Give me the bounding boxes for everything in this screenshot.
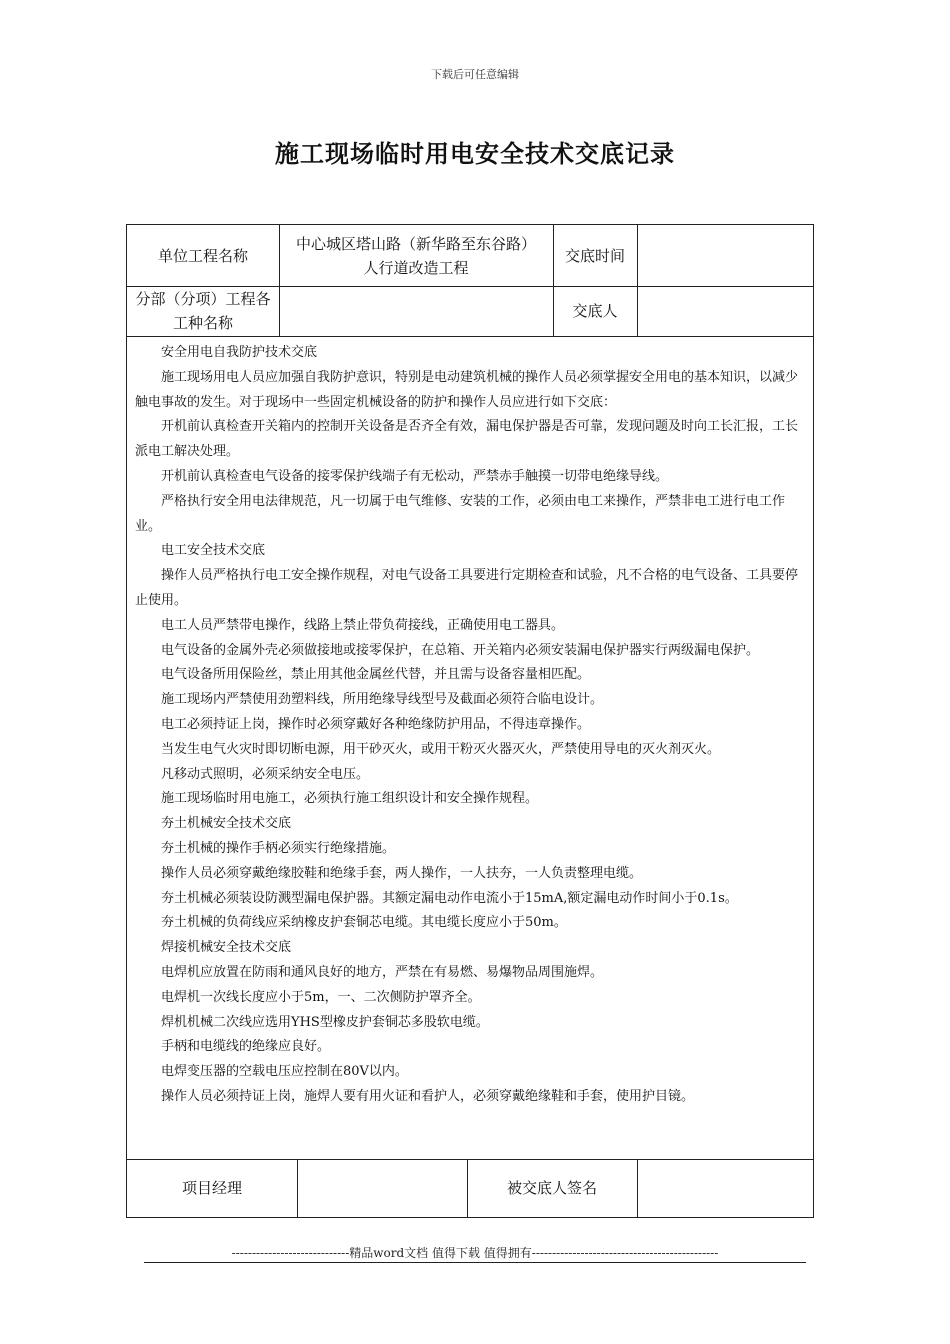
- disclosure-table: [126, 224, 814, 1218]
- disclosure-time-value: [637, 225, 813, 286]
- footer-rule: [144, 1262, 806, 1263]
- content-line: 施工现场用电人员应加强自我防护意识，特别是电动建筑机械的操作人员必须掌握安全用电的基本知识，以减少触电事故的发生。对于现场中一些固定机械设备的防护和操作人员应进行如下交底：: [135, 369, 799, 410]
- content-line: 电工安全技术交底: [161, 543, 266, 559]
- recipient-signature-label: 被交底人签名: [506, 1179, 597, 1197]
- content-line: 操作人员必须穿戴绝缘胶鞋和绝缘手套，两人操作，一人扶夯，一人负责整理电缆。: [161, 865, 643, 881]
- project-manager-label: 项目经理: [181, 1179, 242, 1197]
- column-divider: [637, 225, 638, 336]
- content-line: 电气设备所用保险丝，禁止用其他金属丝代替，并且需与设备容量相匹配。: [161, 667, 591, 683]
- project-manager-value: [297, 1159, 467, 1217]
- row-divider: [127, 336, 813, 337]
- sub-project-value: [279, 286, 553, 336]
- content-line: 夯土机械必须装设防溅型漏电保护器。其额定漏电动作电流小于15mA,额定漏电动作时间小于0.1s。: [161, 890, 738, 906]
- content-line: 操作人员必须持证上岗，施焊人要有用火证和看护人，必须穿戴绝缘鞋和手套，使用护目镜。: [161, 1088, 695, 1104]
- content-line: 当发生电气火灾时即切断电源，用干砂灭火，或用干粉灭火器灭火，严禁使用导电的灭火剂灭火。: [161, 741, 721, 757]
- content-line: 电焊机应放置在防雨和通风良好的地方，严禁在有易燃、易爆物品周围施焊。: [161, 964, 604, 980]
- page-title: 施工现场临时用电安全技术交底记录: [275, 139, 675, 168]
- header-note: 下载后可任意编辑: [431, 68, 519, 81]
- content-line: 施工现场内严禁使用劲塑料线，所用绝缘导线型号及截面必须符合临电设计。: [161, 692, 604, 708]
- content-line: 操作人员严格执行电工安全操作规程，对电气设备工具要进行定期检查和试验，凡不合格的电气设备、工具要停止使用。: [135, 568, 799, 608]
- content-line: 凡移动式照明，必须采纳安全电压。: [161, 766, 370, 782]
- content-line: 焊接机械安全技术交底: [161, 940, 292, 956]
- column-divider: [279, 225, 280, 336]
- column-divider: [553, 225, 554, 336]
- discloser-value: [637, 286, 813, 336]
- content-line: 开机前认真检查电气设备的接零保护线端子有无松动，严禁赤手触摸一切带电绝缘导线。: [161, 468, 669, 484]
- content-line: 电焊变压器的空载电压应控制在80V以内。: [161, 1064, 408, 1080]
- content-line: 开机前认真检查开关箱内的控制开关设备是否齐全有效，漏电保护器是否可靠，发现问题及时向工长汇报，工长派电工解决处理。: [135, 419, 799, 460]
- content-line: 电焊机一次线长度应小于5m，一、二次侧防护罩齐全。: [161, 989, 481, 1005]
- unit-project-value: 中心城区塔山路（新华路至东谷路）人行道改造工程: [295, 234, 536, 277]
- content-line: 夯土机械的操作手柄必须实行绝缘措施。: [161, 840, 396, 856]
- row-divider: [127, 1159, 813, 1160]
- column-divider: [297, 1159, 298, 1217]
- content-line: 手柄和电缆线的绝缘应良好。: [161, 1039, 331, 1055]
- discloser-label: 交底人: [572, 302, 618, 320]
- content-line: 电工必须持证上岗，操作时必须穿戴好各种绝缘防护用品，不得违章操作。: [161, 716, 591, 732]
- footer-note: -----------------------------精品word文档 值得下载 值得拥有----------------------------------------------: [231, 1246, 719, 1260]
- column-divider: [637, 1159, 638, 1217]
- sub-project-label: 分部（分项）工程各工种名称: [135, 290, 271, 332]
- content-line: 施工现场临时用电施工，必须执行施工组织设计和安全操作规程。: [161, 791, 539, 807]
- column-divider: [467, 1159, 468, 1217]
- row-divider: [127, 286, 813, 287]
- disclosure-content: [135, 341, 807, 1110]
- content-line: 焊机机械二次线应选用YHS型橡皮护套铜芯多股软电缆。: [161, 1014, 489, 1030]
- content-line: 严格执行安全用电法律规范，凡一切属于电气维修、安装的工作，必须由电工来操作，严禁非电工进行电工作业。: [135, 493, 786, 534]
- content-line: 电气设备的金属外壳必须做接地或接零保护，在总箱、开关箱内必须安装漏电保护器实行两级漏电保护。: [161, 642, 760, 658]
- disclosure-time-label: 交底时间: [564, 246, 625, 265]
- content-line: 安全用电自我防护技术交底: [161, 345, 318, 360]
- content-line: 夯土机械的负荷线应采纳橡皮护套铜芯电缆。其电缆长度应小于50m。: [161, 915, 567, 931]
- content-line: 夯土机械安全技术交底: [161, 816, 292, 832]
- content-line: 电工人员严禁带电操作，线路上禁止带负荷接线，正确使用电工器具。: [161, 617, 565, 633]
- unit-project-label: 单位工程名称: [157, 246, 248, 265]
- recipient-signature-value: [637, 1159, 813, 1217]
